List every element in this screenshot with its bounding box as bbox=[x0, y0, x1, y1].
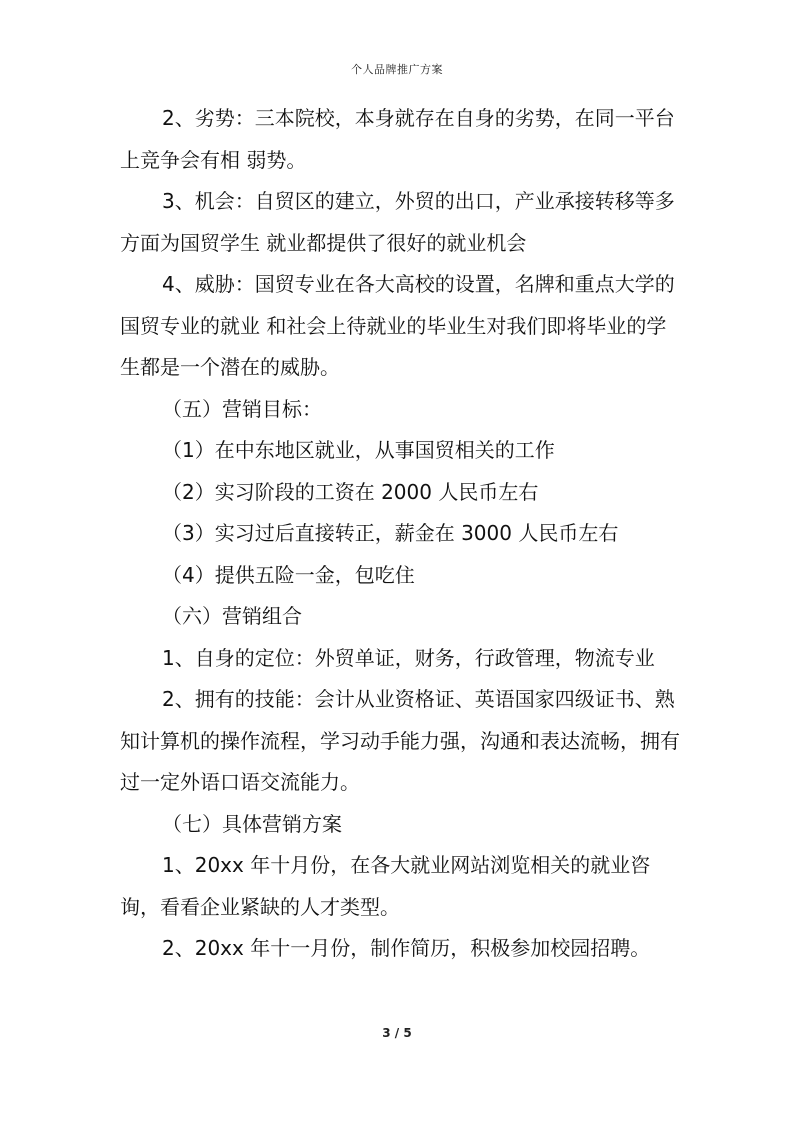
plan-step-1: 1、20xx 年十月份，在各大就业网站浏览相关的就业咨询，看看企业紧缺的人才类型。 bbox=[120, 853, 651, 919]
document-body bbox=[120, 98, 680, 970]
paragraph-opportunity: 3、机会：自贸区的建立，外贸的出口，产业承接转移等多方面为国贸学生 就业都提供了很好的就业机会 bbox=[120, 189, 675, 255]
goal-item-2: （2）实习阶段的工资在 2000 人民币左右 bbox=[162, 479, 539, 504]
goal-item-4: （4）提供五险一金，包吃住 bbox=[162, 562, 415, 587]
goal-item-3: （3）实习过后直接转正，薪金在 3000 人民币左右 bbox=[162, 521, 619, 545]
section-heading-marketing-mix: （六）营销组合 bbox=[162, 604, 302, 628]
paragraph-skills: 2、拥有的技能：会计从业资格证、英语国家四级证书、熟知计算机的操作流程，学习动手能力强，沟通和表达流畅，拥有过一定外语口语交流能力。 bbox=[120, 687, 680, 794]
page-number: 3 / 5 bbox=[382, 1026, 412, 1040]
plan-step-2: 2、20xx 年十一月份，制作简历，积极参加校园招聘。 bbox=[162, 936, 651, 960]
section-heading-marketing-goals: （五）营销目标： bbox=[162, 396, 322, 421]
paragraph-weakness: 2、劣势：三本院校，本身就存在自身的劣势，在同一平台上竞争会有相 弱势。 bbox=[120, 106, 675, 172]
section-heading-marketing-plan: （七）具体营销方案 bbox=[162, 811, 342, 836]
paragraph-positioning: 1、自身的定位：外贸单证，财务，行政管理，物流专业 bbox=[162, 645, 655, 670]
paragraph-threat: 4、威胁：国贸专业在各大高校的设置，名牌和重点大学的国贸专业的就业 和社会上待就业的毕业生对我们即将毕业的学生都是一个潜在的威胁。 bbox=[120, 272, 675, 379]
goal-item-1: （1）在中东地区就业，从事国贸相关的工作 bbox=[162, 438, 555, 462]
page-header: 个人品牌推广方案 bbox=[351, 63, 443, 76]
